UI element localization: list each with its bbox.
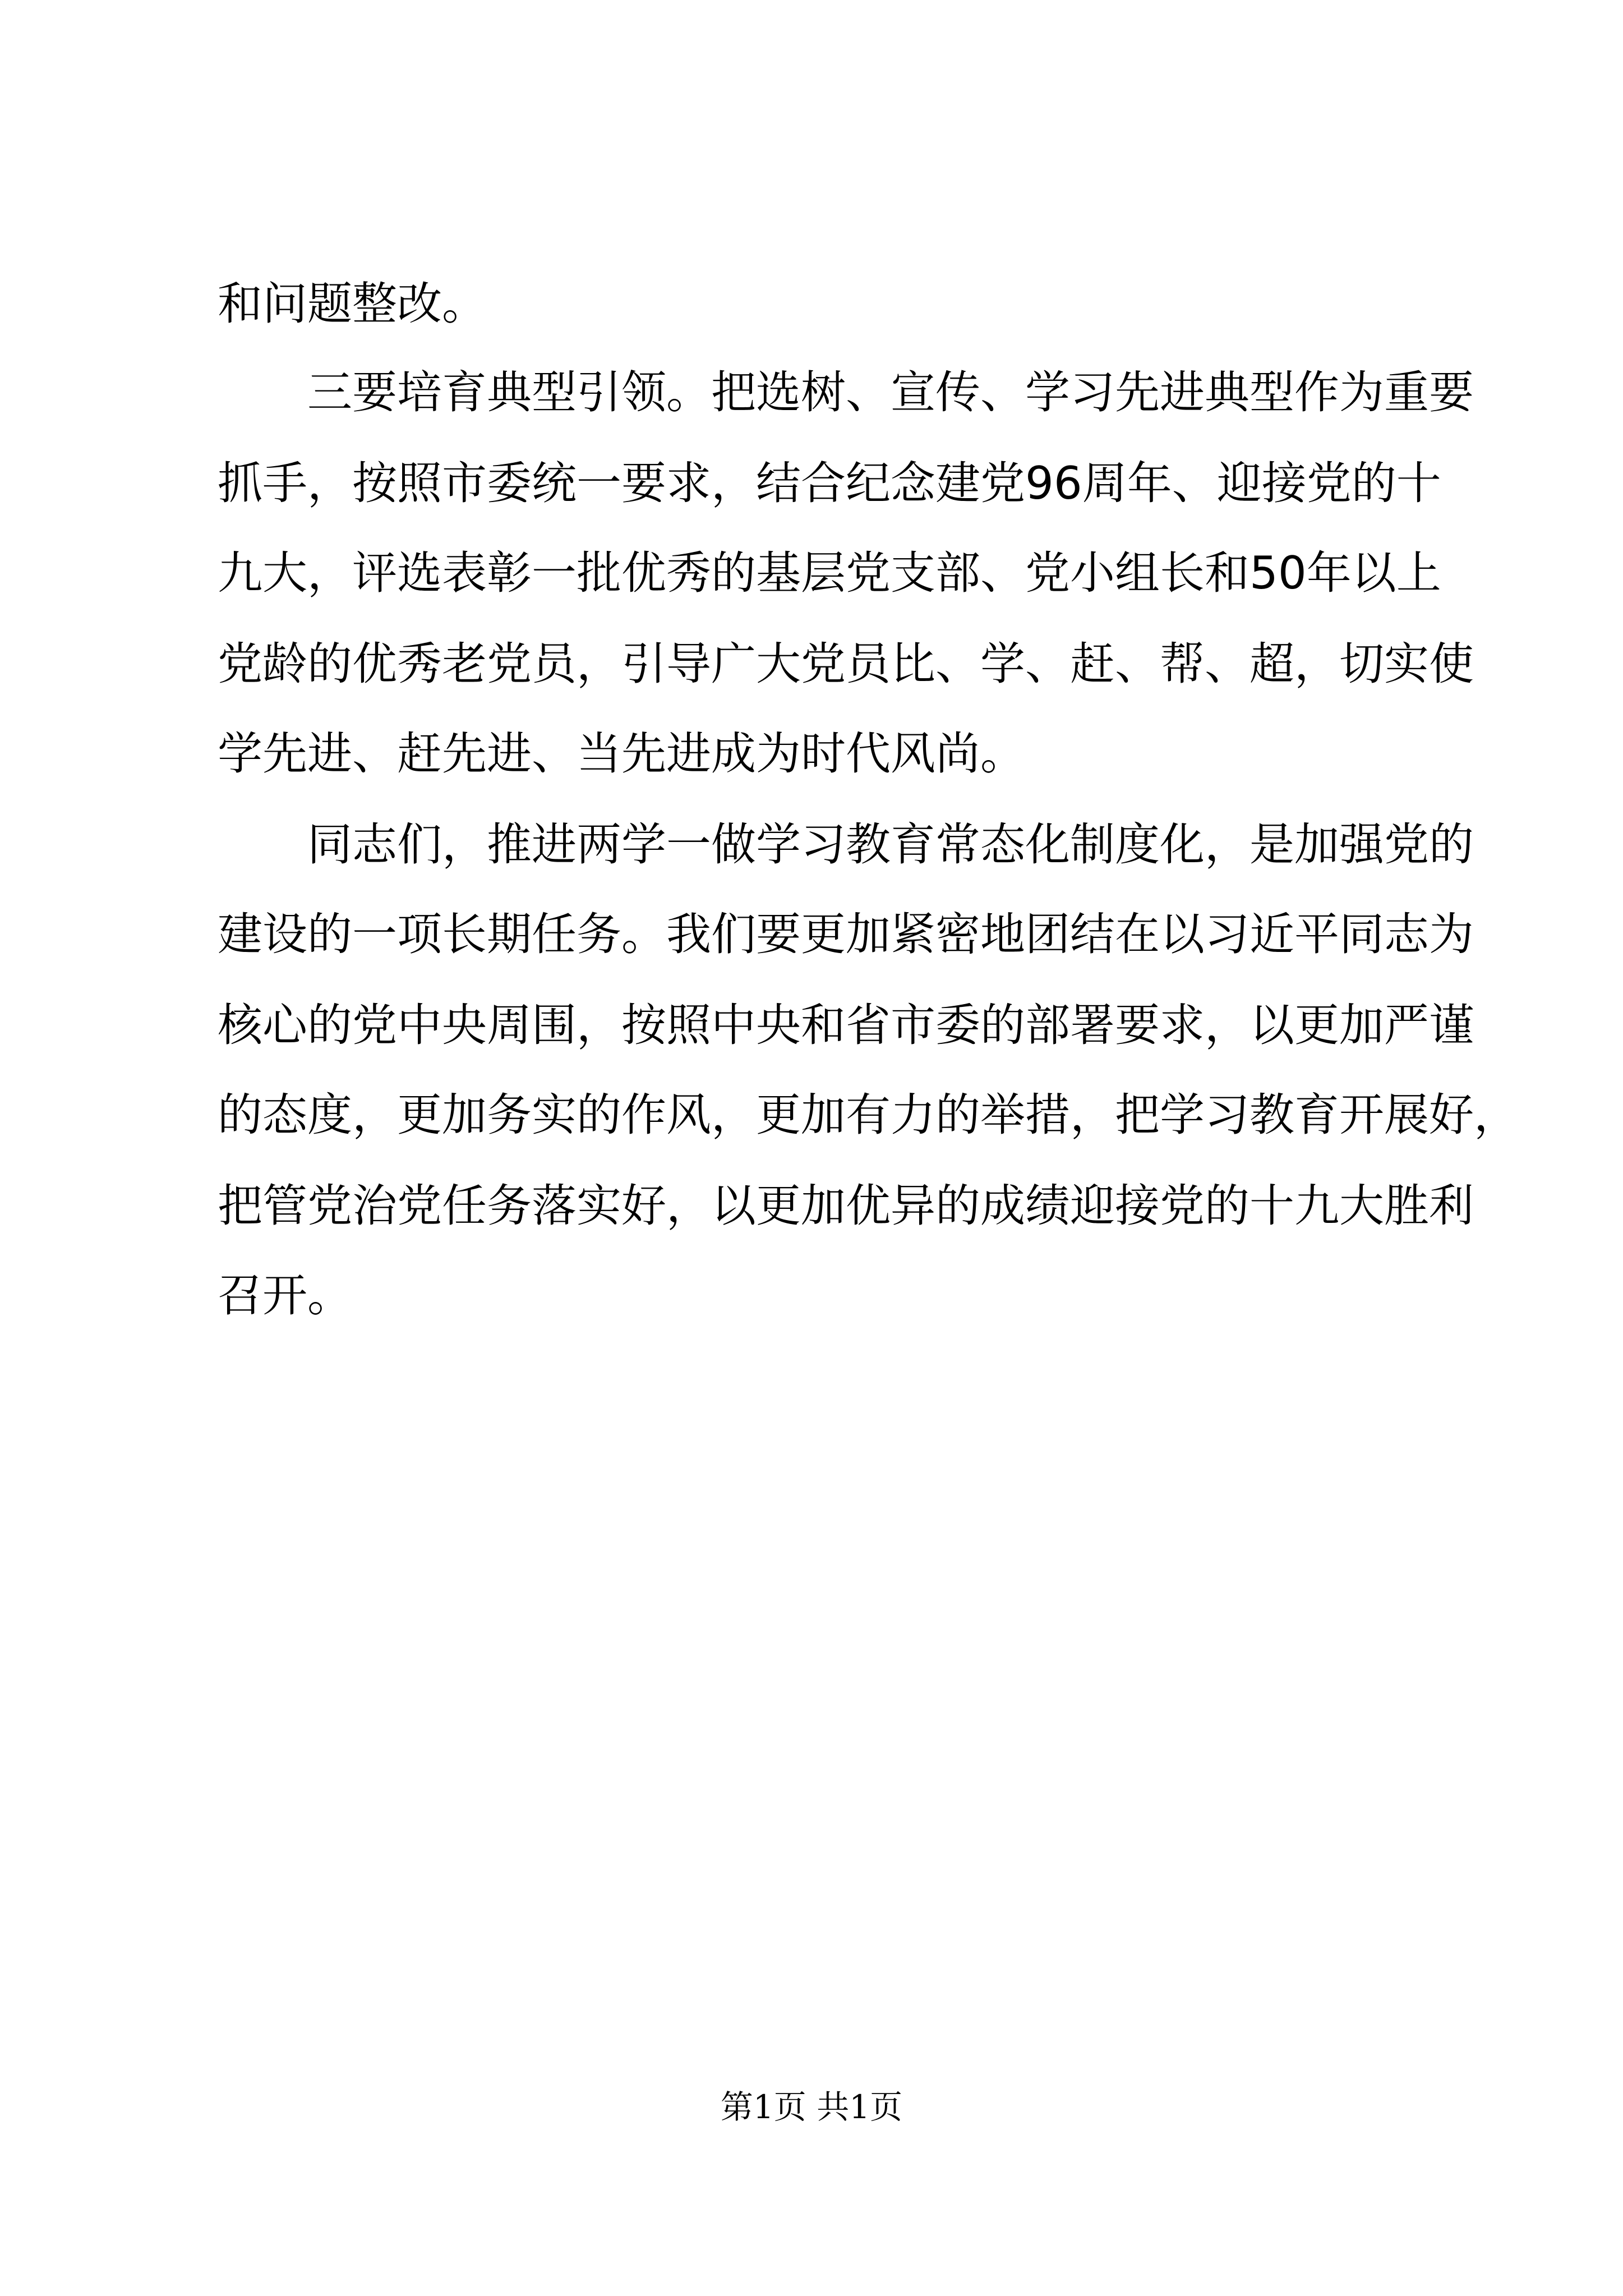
text-line: 建设的一项长期任务。我们要更加紧密地团结在以习近平同志为	[218, 908, 1474, 960]
text-line: 抓手，按照市委统一要求，结合纪念建党96周年、迎接党的十	[218, 457, 1441, 509]
text-line: 核心的党中央周围，按照中央和省市委的部署要求，以更加严谨	[218, 999, 1474, 1051]
text-line: 九大，评选表彰一批优秀的基层党支部、党小组长和50年以上	[218, 547, 1441, 599]
paragraph-first-line: 三要培育典型引领。把选树、宣传、学习先进典型作为重要	[307, 366, 1474, 418]
text-line: 学先进、赶先进、当先进成为时代风尚。	[218, 728, 1025, 780]
paragraph-first-line: 同志们，推进两学一做学习教育常态化制度化，是加强党的	[307, 818, 1474, 871]
page-number-footer: 第1页 共1页	[720, 2088, 903, 2126]
text-line: 把管党治党任务落实好，以更加优异的成绩迎接党的十九大胜利	[218, 1180, 1474, 1232]
text-line: 党龄的优秀老党员，引导广大党员比、学、赶、帮、超，切实使	[218, 638, 1474, 690]
text-line: 召开。	[218, 1269, 352, 1322]
text-line: 和问题整改。	[218, 278, 487, 330]
text-line: 的态度，更加务实的作风，更加有力的举措，把学习教育开展好，	[218, 1089, 1519, 1141]
